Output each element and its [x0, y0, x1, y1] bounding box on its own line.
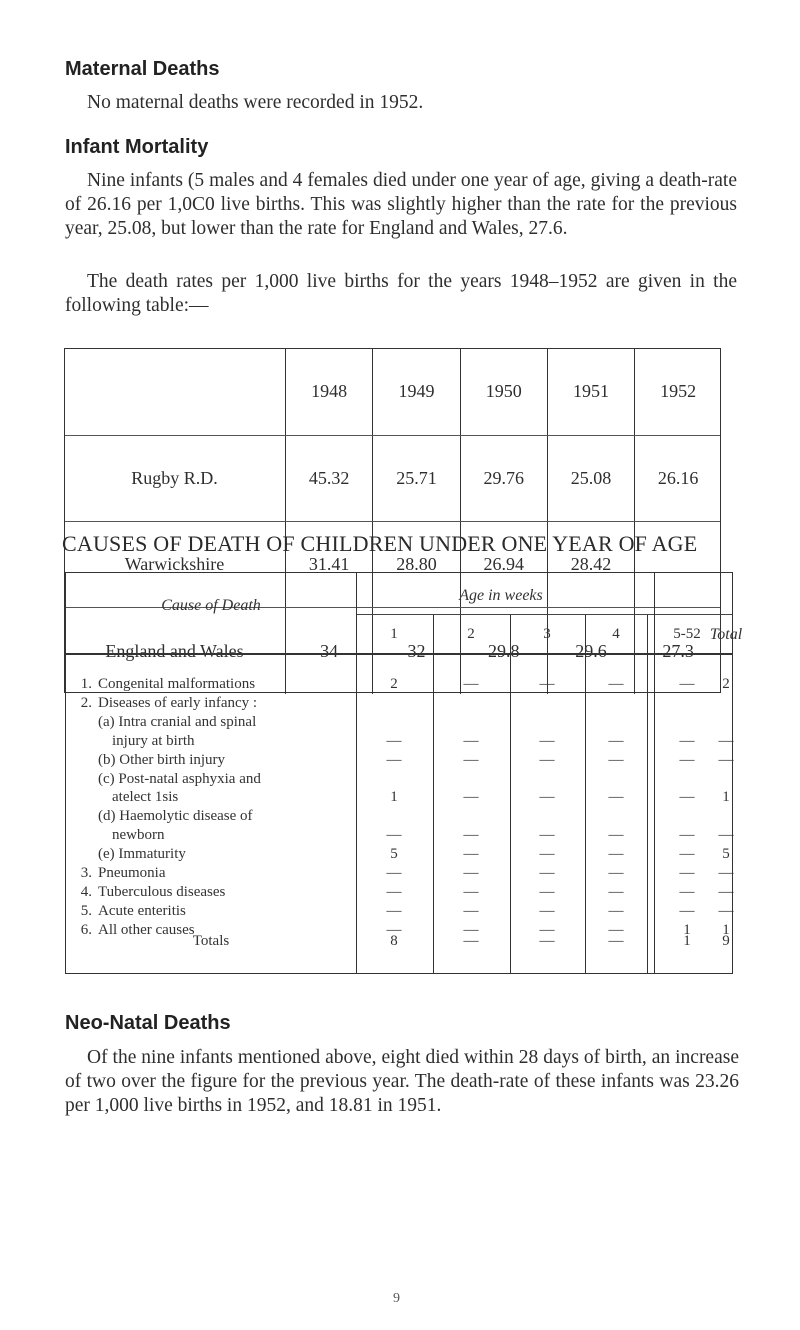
cause-count-cell: — [463, 883, 479, 900]
cause-count-cell: — [463, 676, 479, 692]
cause-count-cell: 5 [390, 846, 398, 863]
totals-cell: — [608, 933, 624, 949]
cause-count-cell: — [386, 827, 402, 844]
cause-count-cell: — [386, 921, 402, 938]
area-label: Warwickshire [64, 522, 286, 608]
cause-count-cell: — [463, 921, 479, 938]
cause-count-cell: 1 [683, 921, 691, 938]
cause-count-cell: 1 [390, 789, 398, 806]
cause-count-cell: — [608, 883, 624, 900]
year-header-row [64, 348, 721, 436]
area-label: England and Wales [105, 640, 244, 661]
cause-row [66, 846, 732, 865]
header-bottom-rule [66, 653, 732, 655]
cause-number: 6. [80, 921, 92, 938]
area-label: Rugby R.D. [64, 436, 286, 522]
cause-text: (c) Post-natal asphyxia and [98, 770, 261, 787]
cause-of-death-header: Cause of Death [161, 597, 261, 614]
cause-text: Acute enteritis [98, 902, 186, 919]
cause-count-cell: — [718, 883, 734, 900]
death-rate-value: 26.94 [460, 522, 547, 608]
cause-count-cell: — [718, 732, 734, 749]
cause-count-cell: — [679, 865, 695, 881]
year-header-1950: 1950 [460, 348, 547, 436]
death-rate-value: 45.32 [286, 436, 373, 522]
death-rate-value: 32 [373, 608, 460, 694]
totals-cell: 9 [722, 933, 730, 949]
cause-number: 3. [80, 865, 92, 881]
cause-number: 1. [80, 676, 92, 692]
cause-count-cell: — [539, 827, 555, 844]
death-rate-value: 34 [286, 608, 373, 694]
death-rate-value: 25.08 [547, 436, 634, 522]
cause-row [66, 865, 732, 884]
cause-count-cell: — [539, 751, 555, 768]
cause-count-cell: 1 [722, 789, 730, 806]
cause-text: Tuberculous diseases [98, 883, 226, 900]
cause-count-cell: — [539, 883, 555, 900]
cause-count-cell: — [539, 902, 555, 919]
age-column-header: 3 [543, 626, 551, 642]
totals-label: Totals [192, 933, 230, 949]
cause-number: 4. [80, 883, 92, 900]
cause-count-cell: — [679, 732, 695, 749]
cause-count-cell: — [679, 883, 695, 900]
cause-row [66, 752, 732, 771]
cause-row [66, 808, 732, 827]
maternal-deaths-heading: Maternal Deaths [65, 58, 220, 80]
blank-header-cell [64, 348, 286, 436]
cause-count-cell: — [386, 751, 402, 768]
totals-cell: — [539, 933, 555, 949]
cause-row [66, 771, 732, 790]
cause-count-cell: — [679, 902, 695, 919]
cause-count-cell: — [539, 732, 555, 749]
death-rate-value: 28.80 [373, 522, 460, 608]
cause-count-cell: — [718, 865, 734, 881]
cause-count-cell: — [608, 902, 624, 919]
age-column-header: 2 [467, 626, 475, 642]
age-in-weeks-header: Age in weeks [459, 587, 543, 604]
cause-text: injury at birth [112, 732, 195, 749]
death-rate-value: 29.6 [547, 608, 634, 694]
cause-count-cell: — [608, 732, 624, 749]
cause-row [66, 884, 732, 903]
cause-count-cell: — [539, 676, 555, 692]
death-rates-intro: The death rates per 1,000 live births for the years 1948–1952 are given in the following table:— [65, 271, 737, 316]
cause-row [66, 676, 732, 695]
cause-count-cell: — [386, 732, 402, 749]
cause-number: 5. [80, 902, 92, 919]
year-header-1951: 1951 [547, 348, 634, 436]
header-divider [356, 614, 732, 615]
cause-row [66, 733, 732, 752]
neonatal-deaths-heading: Neo-Natal Deaths [65, 1012, 231, 1034]
cause-count-cell: — [608, 827, 624, 844]
cause-count-cell: — [679, 751, 695, 768]
causes-of-death-table [65, 572, 743, 974]
page-number: 9 [393, 1291, 400, 1306]
totals-row [66, 933, 732, 952]
infant-mortality-heading: Infant Mortality [65, 136, 209, 158]
cause-text: (b) Other birth injury [98, 751, 226, 768]
cause-row [66, 903, 732, 922]
cause-text: Congenital malformations [98, 676, 256, 692]
cause-text: (e) Immaturity [98, 846, 186, 863]
cause-count-cell: — [386, 902, 402, 919]
age-column-header: 1 [390, 626, 398, 642]
cause-count-cell: — [386, 865, 402, 881]
cause-count-cell: — [608, 921, 624, 938]
death-rate-value: 31.41 [286, 522, 373, 608]
cause-count-cell: — [539, 789, 555, 806]
death-rate-value: 29.76 [460, 436, 547, 522]
year-header-1952: 1952 [635, 348, 721, 436]
age-column-header: 5-52 [673, 626, 701, 642]
cause-count-cell: — [608, 846, 624, 863]
cause-text: atelect 1sis [112, 789, 179, 806]
death-rate-value: 26.16 [635, 436, 721, 522]
cause-row [66, 714, 732, 733]
totals-cell: — [463, 933, 479, 949]
cause-count-cell: — [679, 827, 695, 844]
cause-count-cell: — [608, 751, 624, 768]
cause-count-cell: 1 [722, 921, 730, 938]
cause-text: (d) Haemolytic disease of [98, 808, 253, 825]
age-column-header: 4 [612, 626, 620, 642]
cause-count-cell: — [608, 789, 624, 806]
cause-count-cell: — [386, 883, 402, 900]
cause-text: (a) Intra cranial and spinal [98, 713, 257, 730]
neonatal-deaths-text: Of the nine infants mentioned above, eight died within 28 days of birth, an increase of two over the figure for the previous year. The death-rate of these infants was 23.26 per 1,000 live births in 1952, and 18.81 in 1951. [65, 1047, 739, 1116]
cause-count-cell: 5 [722, 846, 730, 863]
cause-count-cell: 2 [390, 676, 398, 692]
cause-count-cell: — [463, 789, 479, 806]
cause-count-cell: — [608, 676, 624, 692]
year-header-1949: 1949 [373, 348, 460, 436]
death-rate-value: 29.8 [460, 608, 547, 694]
death-rate-value: 25.71 [373, 436, 460, 522]
cause-row [66, 789, 732, 808]
cause-count-cell: — [539, 921, 555, 938]
death-rate-value: 28.42 [547, 522, 634, 608]
year-header-1948: 1948 [286, 348, 373, 436]
cause-text: newborn [112, 827, 165, 844]
cause-count-cell: — [463, 751, 479, 768]
totals-cell: 1 [683, 933, 691, 949]
cause-count-cell: 2 [722, 676, 730, 692]
cause-text: Pneumonia [98, 865, 166, 881]
cause-count-cell: — [679, 846, 695, 863]
cause-row [66, 695, 732, 714]
cause-count-cell: — [679, 789, 695, 806]
cause-count-cell: — [539, 865, 555, 881]
cause-row [66, 827, 732, 846]
cause-text: Diseases of early infancy : [98, 694, 258, 711]
death-rate-value: 27.3 [635, 608, 721, 694]
cause-count-cell: — [718, 751, 734, 768]
cause-text: All other causes [98, 921, 195, 938]
maternal-deaths-text: No maternal deaths were recorded in 1952. [87, 92, 424, 113]
cause-count-cell: — [463, 902, 479, 919]
cause-number: 2. [80, 694, 92, 711]
causes-table-title: CAUSES OF DEATH OF CHILDREN UNDER ONE YEAR OF AGE [62, 531, 698, 556]
cause-count-cell: — [608, 865, 624, 881]
cause-count-cell: — [718, 827, 734, 844]
cause-count-cell: — [539, 846, 555, 863]
infant-mortality-paragraph: Nine infants (5 males and 4 females died under one year of age, giving a death-rate of 26.16 per 1,0C0 live births. This was slightly higher than the rate for the previous year, 25.08, but lower than the rate for England and Wales, 27.6. [65, 170, 737, 239]
cause-count-cell: — [463, 827, 479, 844]
death-rate-row [64, 436, 721, 522]
cause-count-cell: — [463, 732, 479, 749]
totals-cell: 8 [390, 933, 398, 949]
cause-count-cell: — [463, 865, 479, 881]
cause-count-cell: — [679, 676, 695, 692]
cause-count-cell: — [718, 902, 734, 919]
total-column-header: Total [709, 626, 743, 643]
cause-count-cell: — [463, 846, 479, 863]
